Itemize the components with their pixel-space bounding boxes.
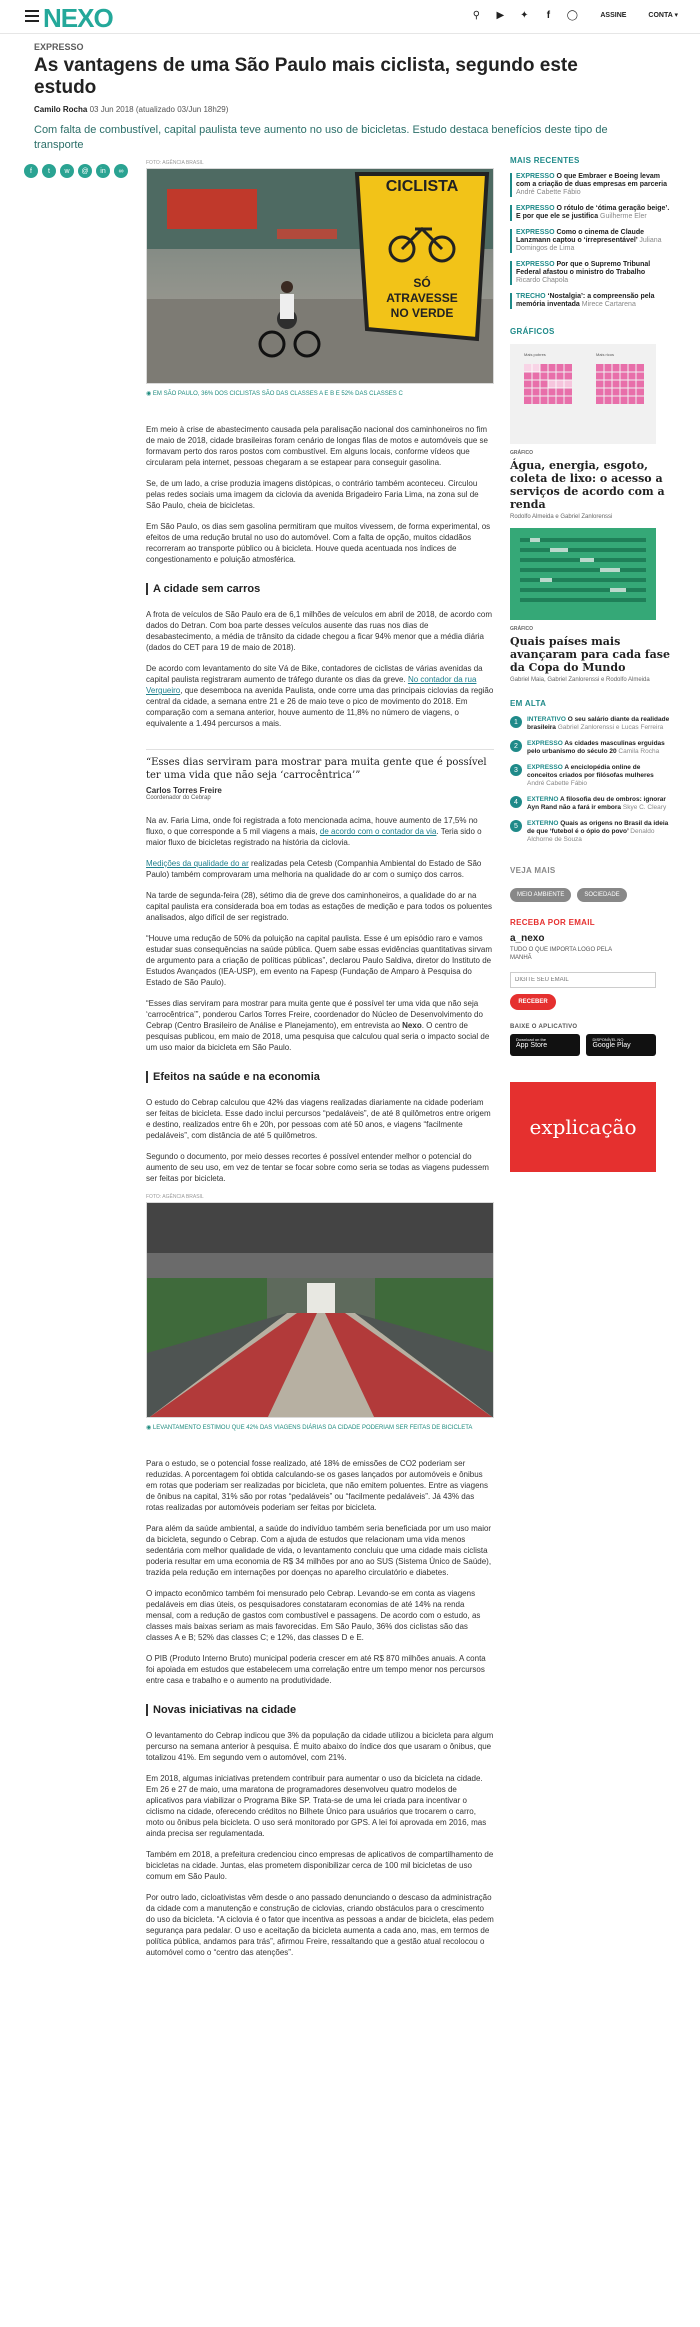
instagram-icon[interactable]: ◯ (566, 9, 578, 21)
paragraph: O levantamento do Cebrap indicou que 3% da população da cidade utilizou a bicicleta para algum percurso na semana anterior à pesquisa. É muito abaixo do índice dos que usaram o ônibus, que totalizou 41%. Em segundo vem o automóvel, com 21%. (146, 1731, 494, 1762)
paragraph: Em meio à crise de abastecimento causada pela paralisação nacional dos caminhoneiros no fim de maio de 2018, cidade brasileiras foram cenário de longas filas de motos e automóveis que se formavam perto dos raros postos com combustível. Em alguns locais, conforme vídeos que circularam pela internet, pessoas chegaram a se estapear para conseguir gasolina. (146, 425, 488, 467)
list-item[interactable]: 3 EXPRESSO A enciclopédia online de conceitos criados por filósofas mulheres André Cabette Fábio (510, 764, 670, 788)
graphics-heading: GRÁFICOS (510, 327, 555, 336)
paragraph: Medições da qualidade do ar realizadas pela Cetesb (Companhia Ambiental do Estado de São Paulo) também comprovaram uma melhoria na qualidade do ar com o sumiço dos carros. (146, 859, 482, 879)
googleplay-button[interactable]: DISPONÍVEL NO Google Play (586, 1034, 656, 1056)
list-item[interactable]: 2 EXPRESSO As cidades masculinas erguidas pelo urbanismo do século 20 Camila Rocha (510, 740, 670, 756)
account-link[interactable]: CONTA ▾ (648, 12, 678, 19)
search-icon[interactable]: ⚲ (472, 9, 481, 21)
section-heading: Novas iniciativas na cidade (146, 1704, 494, 1716)
link-share-icon[interactable]: ∞ (114, 164, 128, 178)
camera-icon: ◉ (146, 1425, 152, 1431)
menu-icon[interactable] (25, 10, 39, 22)
camera-icon: ◉ (146, 391, 152, 397)
date: 03 Jun 2018 (89, 105, 134, 114)
twitter-icon[interactable]: ✦ (520, 9, 529, 21)
newsletter-desc: TUDO O QUE IMPORTA LOGO PELA MANHÃ (510, 947, 612, 961)
facebook-share-icon[interactable]: f (24, 164, 38, 178)
list-item[interactable]: EXPRESSO Por que o Supremo Tribunal Federal afastou o ministro do Trabalho Ricardo Chapola (510, 261, 670, 285)
graphic-tag: GRÁFICO (510, 450, 534, 456)
share-bar (24, 164, 128, 178)
photo-cyclist-art (147, 169, 494, 384)
whatsapp-share-icon[interactable]: w (60, 164, 74, 178)
app-badges (510, 1034, 670, 1056)
tag-list (510, 883, 670, 902)
top-nav (470, 9, 678, 21)
tag-pill[interactable]: SOCIEDADE (577, 888, 626, 902)
list-item[interactable]: 5 EXTERNO Quais as origens no Brasil da ideia de que ‘futebol é o ópio do povo’ Denaldo Alchorne de Souza (510, 820, 670, 844)
sidebar (510, 156, 670, 1172)
paragraph: Segundo o documento, por meio desses recortes é possível entender melhor o potencial do aumento de seu uso, em vez de tentar se focar sobre como seria se todas as viagens pudessem ser feitas por bicicleta. (146, 1152, 489, 1183)
paragraph: A frota de veículos de São Paulo era de 6,1 milhões de veículos em abril de 2018, de acordo com dados do Detran. Com boa parte desses veículos ausente das ruas nos dias de desabastecimento, a média de trânsito da cidade chegou a ficar 94% menor que a média diária (dados do CET para 19 de maio de 2018). (146, 610, 492, 652)
thumb-legend-1: Mais pobres (524, 352, 546, 357)
paragraph: “Houve uma redução de 50% da poluição na capital paulista. Esse é um episódio raro e vamos estudar suas consequências na saúde pública. Quem sabe essas evidências quantitativas sirvam de argumento para a criação de políticas públicas”, declarou Paulo Saldiva, diretor do Instituto de Estudos Avançados (IEA-USP), em evento na Fapesp (Fundação de Amparo à Pesquisa do Estado de São Paulo). (146, 934, 492, 987)
facebook-icon[interactable]: f (546, 9, 551, 21)
byline (34, 105, 700, 114)
recent-heading: MAIS RECENTES (510, 156, 580, 165)
lead: Com falta de combustível, capital paulista teve aumento no uso de bicicletas. Estudo destaca benefícios deste tipo de transporte (34, 124, 608, 151)
article-body (146, 160, 494, 1968)
paragraph: O PIB (Produto Interno Bruto) municipal poderia crescer em até R$ 870 milhões anuais. A conta foi apoiada em estudos que estabelecem uma correlação entre um tempo menor nos percursos entre casa e trabalho e o aumento na produtividade. (146, 1654, 486, 1685)
sign-ciclista: CICLISTA (385, 178, 459, 195)
graphic-title[interactable]: Água, energia, esgoto, coleta de lixo: o acesso a serviços de acordo com a renda (510, 459, 665, 511)
graphic-tag: GRÁFICO (510, 626, 534, 632)
explicacao-banner[interactable]: explicação (510, 1082, 656, 1172)
section-heading: Efeitos na saúde e na economia (146, 1071, 494, 1083)
paragraph: O impacto econômico também foi mensurado pelo Cebrap. Levando-se em conta as viagens pedaláveis em dias úteis, os pesquisadores constataram economias de até 14% na renda mensal, com a redução de gastos com combustível e passagens. De acordo com o estudo, as classes mais baixas seriam as mais favorecidas. Em São Paulo, 36% dos ciclistas são das classes A e B; 52% das classes C; e 12%, das classes D e E. (146, 1589, 481, 1642)
paragraph: Também em 2018, a prefeitura credenciou cinco empresas de aplicativos de compartilhamento de bicicletas na cidade. Juntas, elas prometem disponibilizar cerca de 100 mil bicicletas de uso comum em São Paulo. (146, 1850, 494, 1881)
newsletter-name: a_nexo (510, 933, 545, 944)
graphic-thumb-2[interactable] (510, 528, 656, 620)
email-share-icon[interactable]: @ (78, 164, 92, 178)
thumb-grid-art (510, 344, 656, 444)
paragraph: Na av. Faria Lima, onde foi registrada a foto mencionada acima, houve aumento de 17,5% no fluxo, o que corresponde a 5 mil viagens a mais, de acordo com o contador da via. Teria sido o maior fluxo de bicicletas registrado na história da ciclovia. (146, 816, 482, 847)
paragraph: O estudo do Cebrap calculou que 42% das viagens realizadas diariamente na cidade poderiam ser feitas de bicicleta. Esse dado inclui percursos “pedaláveis”, de até 8 quilômetros entre origem e destino, realizados entre 6h e 20h, por pessoas com até 50 anos, e viagens “facilmente pedaláveis”, com distância de até 5 quilômetros. (146, 1098, 491, 1140)
list-item[interactable]: 1 INTERATIVO O seu salário diante da realidade brasileira Gabriel Zanlorenssi e Lucas Ferreira (510, 716, 670, 732)
sign-line-2: ATRAVESSE (386, 291, 458, 305)
graphic-thumb-1[interactable] (510, 344, 656, 444)
pull-quote (146, 749, 494, 801)
sign-line-1: SÓ (413, 276, 431, 290)
tag-pill[interactable]: MEIO AMBIENTE (510, 888, 571, 902)
photo-credit: FOTO: AGÊNCIA BRASIL (146, 1194, 204, 1200)
thumb-legend-2: Mais ricos (596, 352, 615, 357)
paragraph: “Esses dias serviram para mostrar para muita gente que é possível ter uma vida que não seja ‘carrocêntrica’”, ponderou Carlos Torres Freire, coordenador do Núcleo de Desenvolvimento do Cebrap (Centro Brasileiro de Análise e Planejamento), em entrevista ao Nexo. O centro de pesquisas publicou, em maio de 2018, uma pesquisa que calculou qual seria o impacto social de um uso maior da bicicleta em São Paulo. (146, 999, 490, 1052)
paragraph: Na tarde de segunda-feira (28), sétimo dia de greve dos caminhoneiros, a qualidade do ar na capital paulista era considerada boa em todas as estações de medição e para todos os poluentes analisados, algo difícil de ser registrado. (146, 891, 492, 922)
site-logo[interactable]: NEXO (43, 3, 113, 33)
twitter-share-icon[interactable]: t (42, 164, 56, 178)
linkedin-share-icon[interactable]: in (96, 164, 110, 178)
graphic-title[interactable]: Quais países mais avançaram para cada fase da Copa do Mundo (510, 635, 670, 674)
quote-role: Coordenador do Cebrap (146, 795, 211, 801)
recent-list (510, 173, 670, 309)
paragraph: Em 2018, algumas iniciativas pretendem contribuir para aumentar o uso da bicicleta na cidade. Em 26 e 27 de maio, uma maratona de programadores desenvolveu quatro modelos de aplicativos para viabilizar o Programa Bike SP. Trata-se de uma lei criada para incentivar o ciclismo na cidade, oferecendo créditos no Bilhete Único para usuários que trocarem o carro, moto ou ônibus pela bicicleta. O uso será monitorado por GPS. A lei foi aprovada em 2016, mas ainda precisa ser regulamentada. (146, 1774, 487, 1838)
app-heading: BAIXE O APLICATIVO (510, 1024, 578, 1030)
page-title: As vantagens de uma São Paulo mais ciclista, segundo este estudo (34, 55, 578, 98)
appstore-button[interactable]: Download on the App Store (510, 1034, 580, 1056)
youtube-icon[interactable]: ▶ (496, 9, 505, 21)
photo-caption: ◉ LEVANTAMENTO ESTIMOU QUE 42% DAS VIAGENS DIÁRIAS DA CIDADE PODERIAM SER FEITAS DE BICICLETA (146, 1425, 473, 1431)
photo-cyclist (146, 168, 494, 384)
article-header (0, 42, 700, 153)
quote-author: Carlos Torres Freire (146, 786, 222, 795)
inline-link[interactable]: Medições da qualidade do ar (146, 859, 249, 868)
paragraph: Em São Paulo, os dias sem gasolina permitiram que muitos vivessem, de forma experimental, os efeitos de uma redução brutal no uso do automóvel. Com a falta de opção, muitos cidadãos recorreram ao transporte público ou à bicicleta. Houve queda acentuada nos índices de congestionamento e poluição atmosférica. (146, 522, 491, 564)
photo-bike-lane-art (147, 1203, 494, 1418)
section-heading: A cidade sem carros (146, 583, 494, 595)
photo-bike-lane (146, 1202, 494, 1418)
list-item[interactable]: TRECHO ‘Nostalgia’: a compreensão pela memória inventada Mirece Cartarena (510, 293, 670, 309)
graphic-author: Rodolfo Almeida e Gabriel Zanlorenssi (510, 514, 613, 520)
inline-link[interactable]: de acordo com o contador da via (319, 827, 437, 836)
sign-line-3: NO VERDE (390, 306, 454, 320)
receive-button[interactable]: RECEBER (510, 994, 556, 1010)
inline-link[interactable]: No contador da rua Vergueiro (146, 675, 477, 695)
list-item[interactable]: 4 EXTERNO A filosofia deu de ombros: ignorar Ayn Rand não a fará ir embora Skye C. Cleary (510, 796, 670, 812)
paragraph: De acordo com levantamento do site Vá de Bike, contadores de ciclistas de várias avenidas da capital paulista registraram aumento de tráfego durante os dias da greve. No contador da rua Vergueiro, que desemboca na avenida Paulista, onde corre uma das principais ciclovias da região central da cidade, a semana entre 21 e 26 de maio teve o pico de movimento do 2018. Em comparação com a semana anterior, houve aumento de 11,8% no número de viagens, o equivalente a 1.494 percursos a mais. (146, 664, 494, 728)
paragraph: Para além da saúde ambiental, a saúde do indivíduo também seria beneficiada por um uso maior da bicicleta, segundo o Cebrap. Com a ajuda de estudos que relacionam uma vida menos sedentária com melhor qualidade de vida, o levantamento concluiu que uma cidade mais ciclista poderia resultar em uma economia de R$ 34 milhões por ano ao SUS (Sistema Único de Saúde), trazida pela redução em internações por doenças no aparelho circulatório e diabetes. (146, 1524, 492, 1577)
quote-text: “Esses dias serviram para mostrar para muita gente que é possível ter uma vida que não seja ‘carrocêntrica’” (146, 757, 487, 781)
newsletter-heading: RECEBA POR EMAIL (510, 918, 595, 927)
paragraph: Para o estudo, se o potencial fosse realizado, até 18% de emissões de CO2 poderiam ser reduzidas. A porcentagem foi obtida calculando-se os gases lançados por automóveis e ônibus em rotas que poderiam ser realizadas por bicicleta, que não emitem poluentes. Entre as viagens de ônibus na capital, 31% são por rotas “pedaláveis” ou “facilmente pedaláveis”. Já 43% das rotas realizadas por automóveis poderiam ser feitas por bicicleta. (146, 1459, 488, 1512)
subscribe-link[interactable]: ASSINE (600, 11, 627, 19)
photo-credit: FOTO: AGÊNCIA BRASIL (146, 160, 204, 166)
list-item[interactable]: EXPRESSO O que Embraer e Boeing levam com a criação de duas empresas em parceria André Cabette Fábio (510, 173, 670, 197)
thumb-matrix-art (510, 528, 656, 620)
email-input[interactable] (510, 972, 656, 988)
trending-list (510, 716, 670, 844)
paragraph: Se, de um lado, a crise produzia imagens distópicas, o contrário também aconteceu. Circulou pelas redes sociais uma imagem da ciclovia da avenida Brigadeiro Faria Lima, na zona sul de São Paulo, cheia de bicicletas. (146, 479, 479, 510)
trending-heading: EM ALTA (510, 699, 547, 708)
updated: (atualizado 03/Jun 18h29) (135, 105, 229, 114)
paragraph: Por outro lado, cicloativistas vêm desde o ano passado denunciando o descaso da administração da cidade com a manutenção e construção de ciclovias, criando obstáculos para o crescimento do uso da bicicleta. “A ciclovia é o fator que incentiva as pessoas a andar de bicicleta, elas pedem segurança para pedalar. O uso e aceitação da bicicleta aumenta a cada ano, mas, em termos de política pública, andamos para trás”, afirmou Freire, ressaltando que a gestão atual recolocou o automóvel como o “centro das atenções”. (146, 1893, 494, 1957)
list-item[interactable]: EXPRESSO O rótulo de ‘ótima geração beige’. E por que ele se justifica Guilherme Eler (510, 205, 670, 221)
list-item[interactable]: EXPRESSO Como o cinema de Claude Lanzmann captou o ‘irrepresentável’ Juliana Domingos de Lima (510, 229, 670, 253)
article-kicker[interactable]: EXPRESSO (34, 42, 84, 52)
graphic-author: Gabriel Maia, Gabriel Zanlorenssi e Rodolfo Almeida (510, 677, 650, 683)
top-bar (0, 0, 700, 34)
photo-caption: ◉ EM SÃO PAULO, 36% DOS CICLISTAS SÃO DAS CLASSES A E B E 52% DAS CLASSES C (146, 391, 403, 397)
see-more-heading: VEJA MAIS (510, 866, 556, 875)
author[interactable]: Camilo Rocha (34, 105, 88, 114)
